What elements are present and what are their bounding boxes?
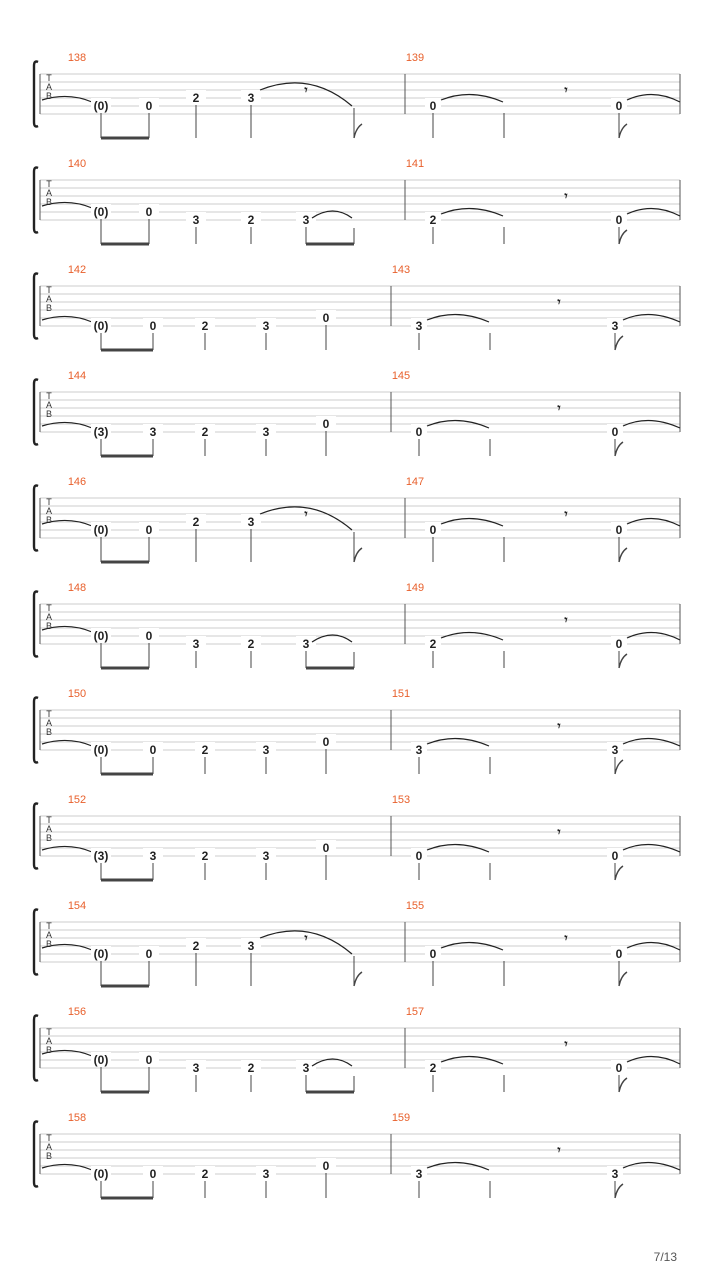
note-flag (354, 548, 362, 562)
system-bracket (34, 486, 38, 551)
tab-clef-letter: T (46, 603, 52, 613)
tab-clef-letter: B (45, 727, 53, 737)
tab-clef-letter: B (45, 197, 53, 207)
fret-number: 0 (145, 523, 153, 537)
measure-number: 148 (67, 582, 87, 594)
note-flag (615, 336, 623, 350)
tab-clef-letter: B (45, 1151, 53, 1161)
measure-number: 155 (405, 900, 425, 912)
tab-clef-letter: T (46, 1027, 52, 1037)
tab-clef-letter: T (46, 391, 52, 401)
fret-number: 3 (247, 91, 255, 105)
system-bracket (34, 804, 38, 869)
system-bracket (34, 1122, 38, 1187)
fret-number: 3 (302, 1061, 310, 1075)
fret-number: 3 (302, 637, 310, 651)
system-bracket (34, 910, 38, 975)
eighth-rest: 𝄾 (564, 83, 568, 97)
fret-number: 0 (615, 523, 623, 537)
fret-number: (3) (93, 425, 109, 439)
tab-clef-letter: T (46, 1133, 52, 1143)
eighth-rest: 𝄾 (564, 613, 568, 627)
fret-number: (0) (93, 523, 109, 537)
fret-number: 2 (192, 939, 200, 953)
tab-system (34, 52, 680, 138)
fret-number: 0 (615, 99, 623, 113)
measure-number: 145 (391, 370, 411, 382)
note-flag (354, 972, 362, 986)
measure-number: 143 (391, 264, 411, 276)
note-flag (354, 124, 362, 138)
fret-number: 2 (201, 849, 209, 863)
tab-system (34, 370, 680, 456)
fret-number: 0 (149, 319, 157, 333)
fret-number: 0 (145, 629, 153, 643)
fret-number: 0 (429, 947, 437, 961)
fret-number: 0 (322, 417, 330, 431)
eighth-rest: 𝄾 (564, 507, 568, 521)
system-bracket (34, 380, 38, 445)
note-flag (615, 442, 623, 456)
fret-number: 3 (302, 213, 310, 227)
fret-number: 0 (322, 1159, 330, 1173)
fret-number: 2 (247, 1061, 255, 1075)
eighth-rest: 𝄾 (557, 825, 561, 839)
fret-number: 3 (247, 939, 255, 953)
system-bracket (34, 274, 38, 339)
tab-clef-letter: B (45, 621, 53, 631)
fret-number: 2 (201, 1167, 209, 1181)
fret-number: 0 (322, 311, 330, 325)
tab-clef-letter: B (45, 303, 53, 313)
fret-number: 3 (192, 1061, 200, 1075)
fret-number: (3) (93, 849, 109, 863)
measure-number: 146 (67, 476, 87, 488)
fret-number: 2 (429, 1061, 437, 1075)
eighth-rest: 𝄾 (557, 295, 561, 309)
fret-number: 0 (149, 743, 157, 757)
tab-system (34, 688, 680, 774)
tab-clef-letter: B (45, 515, 53, 525)
note-flag (619, 972, 627, 986)
tie-arc (42, 316, 92, 322)
tab-clef-letter: A (45, 1142, 53, 1152)
tab-clef-letter: T (46, 285, 52, 295)
tie-arc (42, 740, 92, 746)
measure-number: 140 (67, 158, 87, 170)
fret-number: 3 (611, 1167, 619, 1181)
tie-arc (42, 422, 92, 428)
note-flag (619, 1078, 627, 1092)
fret-number: 0 (149, 1167, 157, 1181)
measure-number: 150 (67, 688, 87, 700)
fret-number: 0 (615, 213, 623, 227)
system-bracket (34, 592, 38, 657)
fret-number: 2 (192, 91, 200, 105)
tab-clef-letter: B (45, 1045, 53, 1055)
note-flag (619, 548, 627, 562)
fret-number: 2 (201, 425, 209, 439)
tab-clef-letter: B (45, 939, 53, 949)
system-bracket (34, 698, 38, 763)
fret-number: 2 (201, 319, 209, 333)
eighth-rest: 𝄾 (304, 83, 308, 97)
fret-number: 3 (611, 319, 619, 333)
fret-number: 0 (322, 735, 330, 749)
tab-system (34, 158, 680, 244)
fret-number: 2 (429, 637, 437, 651)
measure-number: 139 (405, 52, 425, 64)
fret-number: 0 (615, 637, 623, 651)
fret-number: 3 (415, 319, 423, 333)
fret-number: 3 (415, 743, 423, 757)
note-flag (619, 654, 627, 668)
tab-clef-letter: T (46, 497, 52, 507)
measure-number: 147 (405, 476, 425, 488)
fret-number: 3 (247, 515, 255, 529)
fret-number: 3 (149, 849, 157, 863)
tab-clef-letter: T (46, 815, 52, 825)
tab-clef-letter: A (45, 824, 53, 834)
fret-number: 3 (149, 425, 157, 439)
note-flag (615, 760, 623, 774)
fret-number: 0 (415, 425, 423, 439)
system-bracket (34, 1016, 38, 1081)
fret-number: 3 (262, 425, 270, 439)
tab-system (34, 900, 680, 986)
note-flag (619, 230, 627, 244)
tab-system (34, 1112, 680, 1198)
fret-number: 0 (145, 99, 153, 113)
tab-system (34, 476, 680, 562)
eighth-rest: 𝄾 (564, 931, 568, 945)
fret-number: 3 (611, 743, 619, 757)
fret-number: 0 (611, 849, 619, 863)
tab-clef-letter: T (46, 73, 52, 83)
tab-clef-letter: B (45, 91, 53, 101)
fret-number: 2 (201, 743, 209, 757)
fret-number: 2 (192, 515, 200, 529)
fret-number: 3 (262, 743, 270, 757)
system-bracket (34, 62, 38, 127)
tab-system (34, 582, 680, 668)
measure-number: 151 (391, 688, 411, 700)
fret-number: (0) (93, 629, 109, 643)
eighth-rest: 𝄾 (564, 189, 568, 203)
tab-clef-letter: A (45, 1036, 53, 1046)
tab-clef-letter: B (45, 409, 53, 419)
measure-number: 149 (405, 582, 425, 594)
measure-number: 156 (67, 1006, 87, 1018)
fret-number: (0) (93, 743, 109, 757)
fret-number: 2 (247, 213, 255, 227)
measure-number: 159 (391, 1112, 411, 1124)
tie-arc (42, 1164, 92, 1170)
tab-system (34, 264, 680, 350)
eighth-rest: 𝄾 (564, 1037, 568, 1051)
fret-number: 3 (415, 1167, 423, 1181)
fret-number: 0 (145, 1053, 153, 1067)
tab-clef-letter: T (46, 921, 52, 931)
eighth-rest: 𝄾 (557, 401, 561, 415)
fret-number: 2 (429, 213, 437, 227)
tab-clef-letter: A (45, 718, 53, 728)
tab-clef-letter: T (46, 179, 52, 189)
tab-system (34, 1006, 680, 1092)
tab-clef-letter: T (46, 709, 52, 719)
fret-number: 3 (262, 1167, 270, 1181)
measure-number: 142 (67, 264, 87, 276)
measure-number: 152 (67, 794, 87, 806)
measure-number: 157 (405, 1006, 425, 1018)
tie-arc (42, 846, 92, 852)
note-flag (615, 1184, 623, 1198)
tab-clef-letter: A (45, 612, 53, 622)
fret-number: 0 (415, 849, 423, 863)
tab-clef-letter: A (45, 400, 53, 410)
eighth-rest: 𝄾 (304, 931, 308, 945)
fret-number: (0) (93, 99, 109, 113)
eighth-rest: 𝄾 (304, 507, 308, 521)
fret-number: (0) (93, 205, 109, 219)
measure-number: 144 (67, 370, 87, 382)
eighth-rest: 𝄾 (557, 719, 561, 733)
page-number: 7/13 (653, 1250, 677, 1264)
fret-number: 0 (611, 425, 619, 439)
fret-number: (0) (93, 1167, 109, 1181)
fret-number: 0 (615, 1061, 623, 1075)
fret-number: 3 (262, 319, 270, 333)
measure-number: 154 (67, 900, 87, 912)
measure-number: 141 (405, 158, 425, 170)
note-flag (619, 124, 627, 138)
fret-number: 3 (262, 849, 270, 863)
fret-number: (0) (93, 1053, 109, 1067)
fret-number: 0 (322, 841, 330, 855)
fret-number: 0 (429, 523, 437, 537)
eighth-rest: 𝄾 (557, 1143, 561, 1157)
tab-clef-letter: A (45, 506, 53, 516)
fret-number: 2 (247, 637, 255, 651)
fret-number: 0 (145, 205, 153, 219)
fret-number: 3 (192, 637, 200, 651)
system-bracket (34, 168, 38, 233)
note-flag (615, 866, 623, 880)
tab-clef-letter: A (45, 930, 53, 940)
fret-number: (0) (93, 947, 109, 961)
fret-number: 0 (429, 99, 437, 113)
tab-clef-letter: B (45, 833, 53, 843)
fret-number: 0 (615, 947, 623, 961)
tab-system (34, 794, 680, 880)
fret-number: (0) (93, 319, 109, 333)
fret-number: 3 (192, 213, 200, 227)
tab-clef-letter: A (45, 188, 53, 198)
measure-number: 158 (67, 1112, 87, 1124)
fret-number: 0 (145, 947, 153, 961)
tab-clef-letter: A (45, 82, 53, 92)
measure-number: 153 (391, 794, 411, 806)
measure-number: 138 (67, 52, 87, 64)
tab-clef-letter: A (45, 294, 53, 304)
